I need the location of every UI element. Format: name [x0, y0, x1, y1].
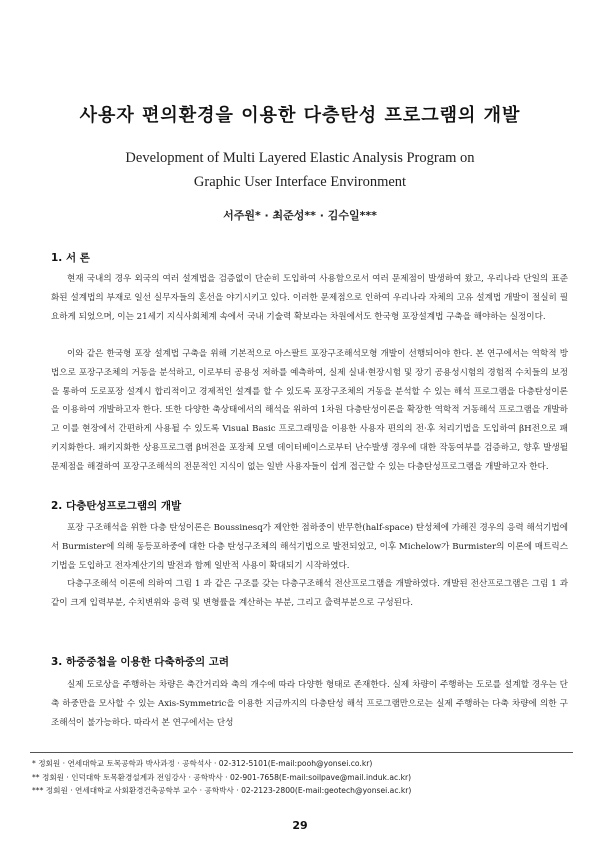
- paragraph-load-1: 실제 도로상을 주행하는 차량은 축간거리와 축의 개수에 따라 다양한 형태로 존재한다. 실제 차량이 주행하는 도로를 설계할 경우는 단축 하중만을 모사할 수 있는 Axis-Symmetric을 이용한 지금까지의 다층탄성 해석 프로그램만으로는 실제 주행하는 다축 차량에 의한 구조해석이 불가능하다. 따라서 본 연구에서는 단성: [51, 680, 568, 728]
- footnote-author-3: *** 정회원 · 연세대학교 사회환경건축공학부 교수 · 공학박사 · 02-2123-2800(E-mail:geotech@yonsei.ac.kr): [32, 786, 412, 795]
- paragraph-program-1: 포장 구조해석을 위한 다층 탄성이론은 Boussinesq가 제안한 점하중이 반무한(half-space) 탄성체에 가해진 경우의 응력 해석기법에서 Burmister에 의해 동등포하중에 대한 다층 탄성구조체의 해석기법으로 발전되었고, 이후 Michelow가 Burmister의 이론에 매트릭스 기법을 도입하고 전자계산기의 발전과 함께 일반적 사용이 확대되기 시작하였다.: [51, 523, 568, 571]
- paragraph-intro-1: 현재 국내의 경우 외국의 여러 설계법을 검증없이 단순히 도입하여 사용함으로서 여러 문제점이 발생하여 왔고, 우리나라 단일의 표준화된 설계법의 부재로 일선 실무자들의 혼선을 야기시키고 있다. 이러한 문제점으로 인하여 우리나라 자체의 고유 설계법 개발이 절실히 필요하게 되었으며, 이는 21세기 지식사회체계 속에서 국내 기술력 확보라는 차원에서도 한국형 포장설계법 구축을 해야하는 실정이다.: [51, 274, 568, 322]
- author-list: 서주원* · 최준성** · 김수일***: [223, 209, 377, 222]
- title-english-line-2: Graphic User Interface Environment: [193, 174, 407, 190]
- page-number: 29: [292, 819, 308, 832]
- section-heading-program-development: 2. 다층탄성프로그램의 개발: [51, 500, 182, 512]
- section-heading-load-superposition: 3. 하중중첩을 이용한 다축하중의 고려: [51, 656, 230, 668]
- section-heading-introduction: 1. 서 론: [51, 252, 90, 264]
- footnote-author-2: ** 정회원 · 인덕대학 토목환경설계과 전임강사 · 공학박사 · 02-901-7658(E-mail:soilpave@mail.induk.ac.kr): [32, 772, 412, 782]
- paragraph-program-2: 다층구조해석 이론에 의하여 그림 1 과 같은 구조를 갖는 다층구조해석 전산프로그램을 개발하였다. 개발된 전산프로그램은 그림 1 과 같이 크게 입력부분, 수치변위와 응력 및 변형률을 계산하는 부분, 그리고 출력부분으로 구성된다.: [51, 579, 568, 608]
- footnote-divider: [30, 752, 573, 753]
- paper-title-english: [0, 146, 600, 194]
- title-english-line-1: Development of Multi Layered Elastic Analysis Program on: [125, 150, 475, 166]
- paper-title-korean: 사용자 편의환경을 이용한 다층탄성 프로그램의 개발: [79, 105, 521, 126]
- paragraph-intro-2: 이와 같은 한국형 포장 설계법 구축을 위해 기본적으로 아스팔트 포장구조해석모형 개발이 선행되어야 한다. 본 연구에서는 역학적 방법으로 포장구조체의 거동을 분석하고, 이로부터 공용성 저하를 예측하여, 실제 실내·현장시험 및 장기 공용성시험의 경험적 수치들의 보정을 통하여 도로포장 설계시 합리적이고 경제적인 설계를 할 수 있도록 포장구조체의 거동을 분석할 수 있는 해석 프로그램을 다층탄성이론을 이용하여 개발하고자 한다. 또한 다양한 축상태에서의 해석을 위하여 1차원 다층탄성이론을 확장한 역학적 거동해석 프로그램을 개발하고 이를 현장에서 간편하게 사용될 수 있도록 Visual Basic 프로그래밍을 이용한 사용자 편의의 전·후 처리기법을 도입하여 βH전으로 패키지화한다. 패키지화한 상용프로그램 β버전을 포장체 모델 데이터베이스로부터 난수발생 경우에 대한 작동여부를 검증하고, 향후 발생될 문제점을 해결하여 포장구조해석의 전문적인 지식이 없는 일반 사용자들이 쉽게 접근할 수 있는 다층탄성프로그램을 개발하고자 한다.: [51, 349, 568, 472]
- footnotes: [32, 757, 577, 798]
- footnote-author-1: * 정회원 · 연세대학교 토목공학과 박사과정 · 공학석사 · 02-312-5101(E-mail:pooh@yonsei.co.kr): [32, 759, 373, 768]
